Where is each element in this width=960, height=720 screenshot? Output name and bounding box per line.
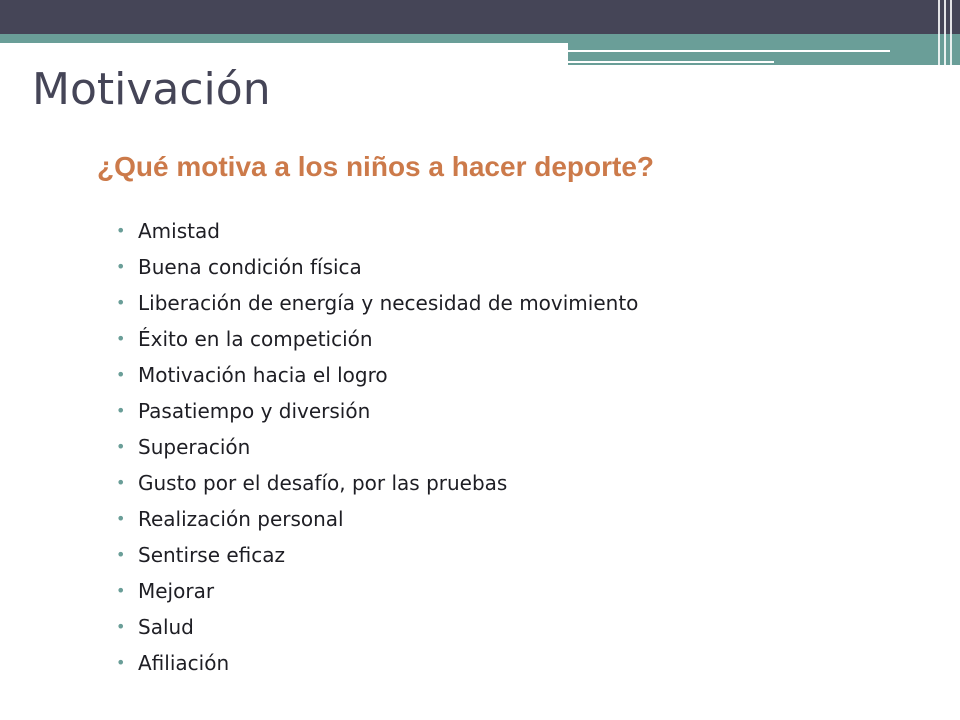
bullet-text: Salud: [138, 615, 194, 639]
bullet-text: Motivación hacia el logro: [138, 363, 388, 387]
bullet-text: Amistad: [138, 219, 220, 243]
bullet-item: [116, 324, 638, 360]
header-vertical-lines: [938, 0, 952, 66]
header-accent-line: [568, 50, 890, 52]
bullet-dot-icon: •: [116, 329, 126, 348]
bullet-text: Afiliación: [138, 651, 230, 675]
bullet-item: [116, 576, 638, 612]
bullet-text: Superación: [138, 435, 251, 459]
bullet-dot-icon: •: [116, 509, 126, 528]
bullet-item: [116, 216, 638, 252]
bullet-dot-icon: •: [116, 617, 126, 636]
bullet-text: Liberación de energía y necesidad de movimiento: [138, 291, 639, 315]
bullet-text: Realización personal: [138, 507, 344, 531]
bullet-text: Sentirse eficaz: [138, 543, 286, 567]
header-band-dark: [0, 0, 960, 34]
bullet-item: [116, 468, 638, 504]
bullet-list: [116, 216, 638, 684]
bullet-dot-icon: •: [116, 365, 126, 384]
header-divider-line: [0, 43, 568, 46]
header-band-teal: [0, 34, 960, 43]
bullet-dot-icon: •: [116, 221, 126, 240]
bullet-dot-icon: •: [116, 473, 126, 492]
bullet-text: Mejorar: [138, 579, 215, 603]
bullet-text: Éxito en la competición: [138, 327, 373, 351]
slide-subtitle: ¿Qué motiva a los niños a hacer deporte?: [97, 151, 655, 182]
bullet-item: [116, 540, 638, 576]
bullet-item: [116, 252, 638, 288]
bullet-item: [116, 612, 638, 648]
header-accent-line-short: [568, 61, 774, 63]
bullet-text: Gusto por el desafío, por las pruebas: [138, 471, 508, 495]
bullet-item: [116, 396, 638, 432]
bullet-dot-icon: •: [116, 545, 126, 564]
bullet-item: [116, 504, 638, 540]
bullet-item: [116, 432, 638, 468]
bullet-dot-icon: •: [116, 581, 126, 600]
header-vertical-line: [950, 0, 952, 66]
bullet-dot-icon: •: [116, 257, 126, 276]
bullet-text: Pasatiempo y diversión: [138, 399, 371, 423]
slide-title: Motivación: [32, 64, 271, 115]
bullet-item: [116, 648, 638, 684]
bullet-item: [116, 288, 638, 324]
bullet-dot-icon: •: [116, 437, 126, 456]
header-vertical-line: [938, 0, 940, 66]
bullet-item: [116, 360, 638, 396]
header-vertical-line: [944, 0, 946, 66]
bullet-text: Buena condición física: [138, 255, 362, 279]
bullet-dot-icon: •: [116, 401, 126, 420]
bullet-dot-icon: •: [116, 653, 126, 672]
bullet-dot-icon: •: [116, 293, 126, 312]
